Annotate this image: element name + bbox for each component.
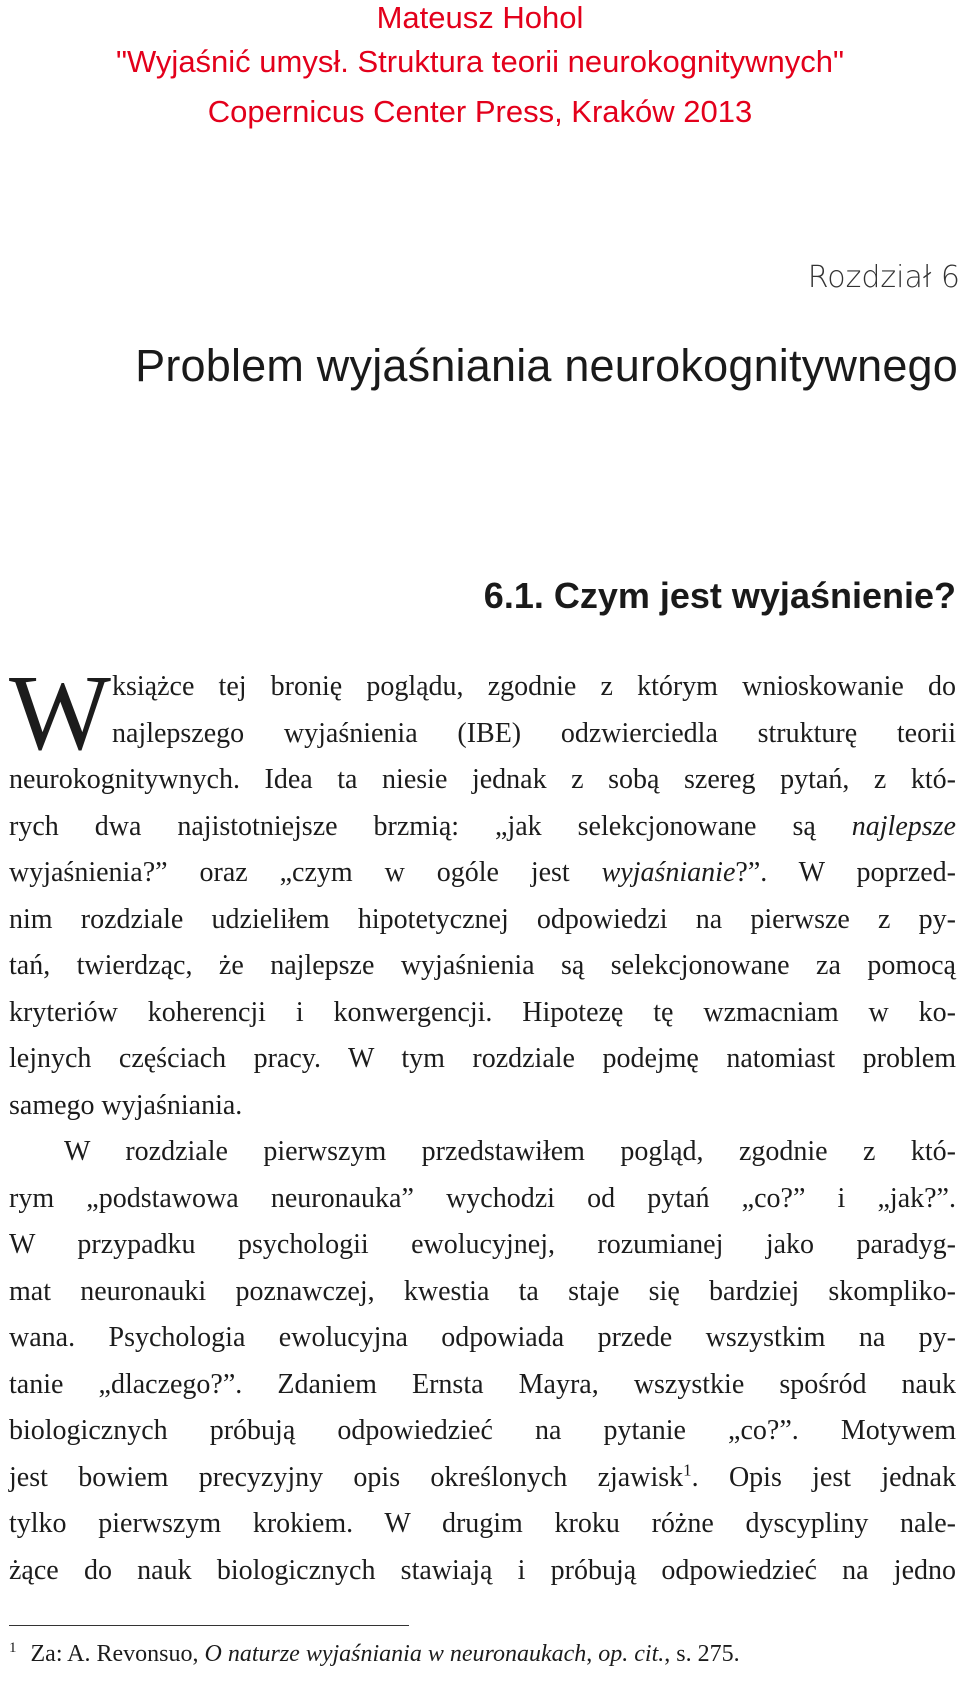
paragraph-line: książce tej bronię poglądu, zgodnie z którym wnioskowanie do bbox=[112, 671, 956, 702]
paragraph-line: rym „podstawowa neuronauka” wychodzi od pytań „co?” i „jak?”. bbox=[9, 1182, 956, 1214]
paragraph-line: tań, twierdząc, że najlepsze wyjaśnienia są selekcjonowane za pomocą bbox=[9, 950, 956, 981]
paragraph-line: W rozdziale pierwszym przedstawiłem pogląd, zgodnie z któ- bbox=[64, 1136, 956, 1167]
text-run: rych dwa najistotniejsze brzmią: „jak selekcjonowane są bbox=[9, 810, 852, 842]
footnote-text: Za: A. Revonsuo, bbox=[30, 1641, 205, 1667]
paragraph-line bbox=[9, 1455, 956, 1502]
paragraph-line: tanie „dlaczego?”. Zdaniem Ernsta Mayra, wszystkie spośród nauk bbox=[9, 1368, 956, 1400]
text-run: wyjaśnienia?” oraz „czym w ogóle jest bbox=[9, 857, 602, 888]
paragraph-line: samego wyjaśniania. bbox=[9, 1089, 243, 1121]
paragraph-line: kryteriów koherencji i konwergencji. Hipotezę tę wzmacniam w ko- bbox=[9, 996, 956, 1028]
footnote-number: 1 bbox=[9, 1640, 17, 1656]
paragraph-line: najlepszego wyjaśnienia (IBE) odzwierciedla strukturę teorii bbox=[112, 717, 956, 749]
footnote-reference: 1 bbox=[683, 1460, 692, 1480]
text-run: . Opis jest jednak bbox=[691, 1461, 956, 1493]
header-book-title: "Wyjaśnić umysł. Struktura teorii neurokognitywnych" bbox=[115, 44, 845, 79]
italic-text-run: wyjaśnianie bbox=[601, 857, 736, 888]
text-run: ?”. W poprzed- bbox=[735, 857, 956, 888]
chapter-title: Problem wyjaśniania neurokognitywnego bbox=[135, 340, 958, 391]
paragraph-line: nim rozdziale udzieliłem hipotetycznej odpowiedzi na pierwsze z py- bbox=[9, 903, 956, 935]
paragraph-line: wana. Psychologia ewolucyjna odpowiada przede wszystkim na py- bbox=[9, 1322, 956, 1353]
text-run: jest bowiem precyzyjny opis określonych zjawisk bbox=[9, 1461, 684, 1493]
italic-text-run: najlepsze bbox=[851, 810, 956, 842]
paragraph-line: W przypadku psychologii ewolucyjnej, rozumianej jako paradyg- bbox=[9, 1229, 956, 1260]
footnote-text: , bbox=[586, 1641, 599, 1667]
paragraph-line: biologicznych próbują odpowiedzieć na pytanie „co?”. Motywem bbox=[9, 1415, 956, 1446]
paragraph-line: neurokognitywnych. Idea ta niesie jednak z sobą szereg pytań, z któ- bbox=[9, 764, 956, 795]
paragraph-line bbox=[9, 804, 956, 851]
chapter-label-text: Rozdział 6 bbox=[807, 260, 960, 295]
drop-cap: W bbox=[9, 654, 111, 773]
header-publisher: Copernicus Center Press, Kraków 2013 bbox=[207, 94, 753, 129]
footnote-italic-title: O naturze wyjaśniania w neuronaukach bbox=[204, 1641, 587, 1667]
paragraph-line: tylko pierwszym krokiem. W drugim kroku różne dyscypliny nale- bbox=[9, 1508, 956, 1539]
paragraph-line bbox=[9, 850, 956, 897]
section-title: 6.1. Czym jest wyjaśnienie? bbox=[483, 575, 956, 616]
paragraph-line: mat neuronauki poznawczej, kwestia ta staje się bardziej skompliko- bbox=[9, 1275, 956, 1307]
footnote-divider bbox=[9, 1625, 409, 1626]
footnote-italic-opcit: op. cit. bbox=[598, 1641, 665, 1667]
footnote bbox=[9, 1640, 949, 1668]
footnote-text: , s. 275. bbox=[664, 1641, 740, 1667]
body-text bbox=[9, 654, 956, 1594]
paragraph-line: żące do nauk biologicznych stawiają i próbują odpowiedzieć na jedno bbox=[9, 1554, 956, 1586]
chapter-label bbox=[0, 260, 960, 295]
header-author: Mateusz Hohol bbox=[376, 0, 584, 35]
paragraph-line: lejnych częściach pracy. W tym rozdziale podejmę natomiast problem bbox=[9, 1043, 956, 1074]
